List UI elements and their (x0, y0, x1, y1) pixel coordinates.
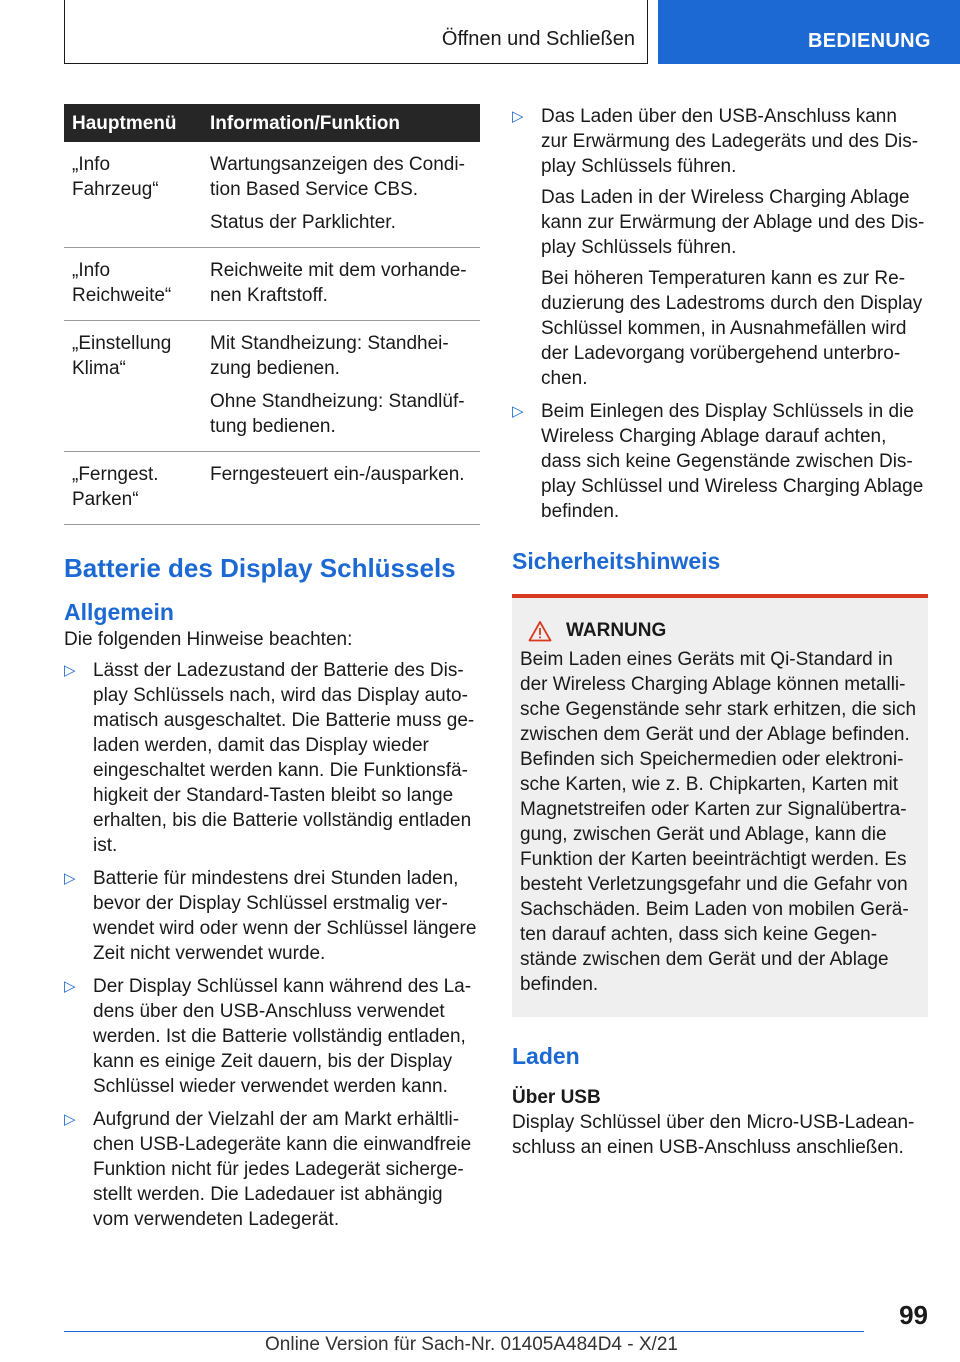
triangle-bullet-icon: ▷ (64, 662, 76, 679)
table-cell-menu: „Einstellung Klima“ (64, 321, 202, 452)
triangle-bullet-icon: ▷ (512, 108, 524, 125)
table-cell-text: Ferngesteuert ein-/ausparken. (210, 464, 465, 485)
warning-box (512, 594, 928, 1017)
battery-list (64, 658, 480, 1232)
table-header-row (64, 104, 480, 142)
table-cell-text: Status der Parklichter. (210, 212, 396, 233)
list-item (64, 658, 480, 858)
list-item (64, 866, 480, 966)
list-item (64, 974, 480, 1099)
header-box (64, 0, 648, 64)
list-item-text: Das Laden in der Wireless Charging Ablage kann zur Erwärmung der Ablage und des Display Schlüssels führen. (541, 187, 925, 258)
table-cell-menu: „Info Reichweite“ (64, 248, 202, 321)
table-cell-text: Ohne Standheizung: Standlüftung bedienen. (210, 391, 465, 437)
section-title: Öffnen und Schließen (441, 28, 635, 50)
menu-table (64, 104, 480, 525)
table-cell-info (202, 452, 480, 525)
warning-triangle-icon (528, 620, 552, 642)
table-cell-info (202, 248, 480, 321)
battery-intro: Die folgenden Hinweise beachten: (64, 629, 353, 650)
page-number: 99 (899, 1300, 928, 1330)
warning-text: Beim Laden eines Geräts mit Qi-Standard in der Wireless Charging Ablage können metallische Gegenstände sehr stark erhitzen, die sich zwischen dem Gerät und der Ablage befinden. Befinden sich Speichermedien oder elektronische Karten, wie z. B. Chipkarten, Karten mit Magnetstreifen oder Karten zur Signalübertragung, zwischen Gerät und Ablage, kann die Funktion der Karten beeinträchtigt werden. Es besteht Verletzungsgefahr und die Gefahr von Sachschäden. Beim Laden von mobilen Geräten darauf achten, dass sich keine Gegenstände zwischen dem Gerät und der Ablage befinden. (520, 649, 917, 995)
list-item-text: Beim Einlegen des Display Schlüssels in die Wireless Charging Ablage darauf achten, dass sich keine Gegenstände zwischen Display Schlüssel und Wireless Charging Ablage befinden. (541, 401, 924, 522)
list-item-text: Aufgrund der Vielzahl der am Markt erhältlichen USB-Ladegeräte kann die einwandfreie Funktion nicht für jedes Ladegerät sichergestellt werden. Die Ladedauer ist abhängig vom verwendeten Ladegerät. (93, 1109, 472, 1230)
footer-text: Online Version für Sach-Nr. 01405A484D4 - X/21 (265, 1334, 678, 1355)
table-cell-menu: „Ferngest. Parken“ (64, 452, 202, 525)
triangle-bullet-icon: ▷ (64, 978, 76, 995)
list-item-text: Bei höheren Temperaturen kann es zur Reduzierung des Ladestroms durch den Display Schlüssel kommen, in Ausnahmefällen wird der Ladevorgang vorübergehend unterbrochen. (541, 268, 923, 389)
list-item-text: Das Laden über den USB-Anschluss kann zur Erwärmung des Ladegeräts und des Display Schlüssels führen. (541, 106, 919, 177)
usb-text: Display Schlüssel über den Micro-USB-Ladeanschluss an einen USB-Anschluss anschließen. (512, 1112, 915, 1158)
table-cell-text: Mit Standheizung: Standheizung bedienen. (210, 333, 449, 379)
triangle-bullet-icon: ▷ (512, 403, 524, 420)
table-header-menu: Hauptmenü (64, 104, 202, 142)
triangle-bullet-icon: ▷ (64, 1111, 76, 1128)
list-item (512, 399, 928, 524)
table-row (64, 248, 480, 321)
table-cell-text: Wartungsanzeigen des Condition Based Service CBS. (210, 154, 465, 200)
table-cell-info (202, 142, 480, 248)
warning-label: WARNUNG (566, 620, 667, 641)
table-cell-info (202, 321, 480, 452)
charging-heading: Laden (512, 1043, 580, 1069)
right-column (512, 104, 928, 1160)
left-column (64, 104, 480, 1240)
list-item-text: Batterie für mindestens drei Stunden laden, bevor der Display Schlüssel erstmalig verwendet wird oder wenn der Schlüssel längere Zeit nicht verwendet wurde. (93, 868, 477, 964)
table-row (64, 452, 480, 525)
list-item-text: Lässt der Ladezustand der Batterie des Display Schlüssels nach, wird das Display automatisch ausgeschaltet. Die Batterie muss geladen werden, damit das Display wieder eingeschaltet werden kann. Die Funktionsfähigkeit der Standard-Tasten bleibt so lange erhalten, bis die Batterie vollständig entladen ist. (93, 660, 475, 856)
table-row (64, 142, 480, 248)
chapter-tab[interactable]: BEDIENUNG (658, 0, 960, 64)
footer-divider (64, 1331, 864, 1332)
list-item (64, 1107, 480, 1232)
charging-notes-list (512, 104, 928, 524)
warning-header (520, 618, 920, 643)
list-item (512, 104, 928, 391)
safety-heading: Sicherheitshinweis (512, 548, 721, 574)
general-subheading: Allgemein (64, 599, 174, 625)
battery-heading: Batterie des Display Schlüssels (64, 553, 456, 583)
table-header-info: Information/Funktion (202, 104, 480, 142)
table-cell-menu: „Info Fahrzeug“ (64, 142, 202, 248)
table-row (64, 321, 480, 452)
usb-subheading: Über USB (512, 1087, 601, 1108)
triangle-bullet-icon: ▷ (64, 870, 76, 887)
list-item-text: Der Display Schlüssel kann während des Ladens über den USB-Anschluss verwendet werden. Ist die Batterie vollständig entladen, kann es einige Zeit dauern, bis der Display Schlüssel wieder verwendet werden kann. (93, 976, 472, 1097)
table-cell-text: Reichweite mit dem vorhandenen Kraftstoff. (210, 260, 467, 306)
